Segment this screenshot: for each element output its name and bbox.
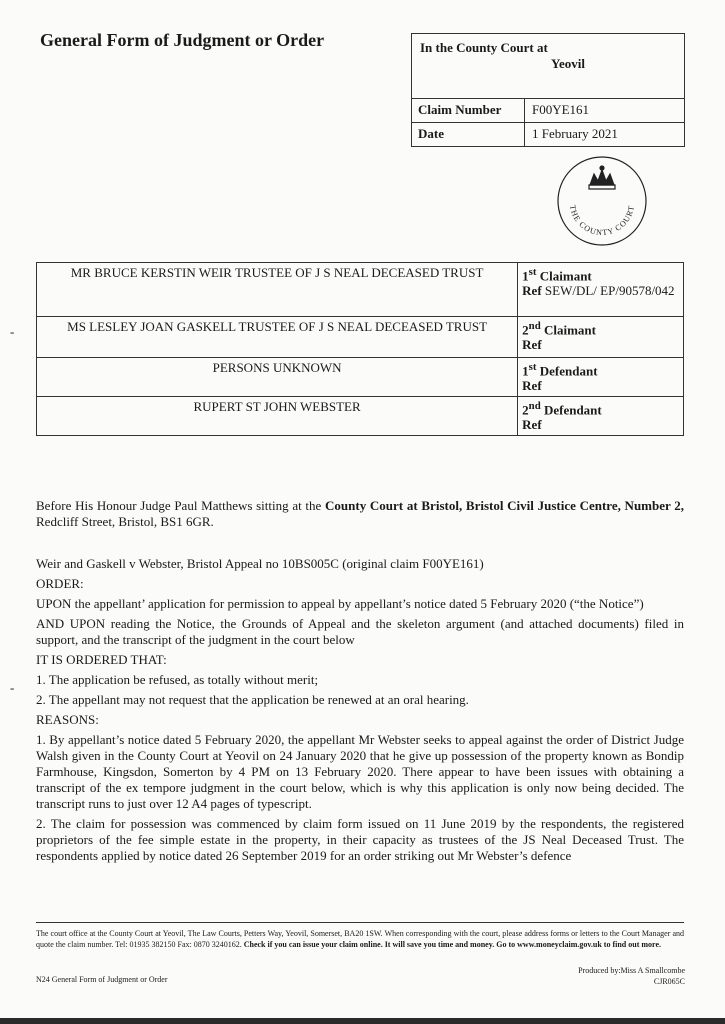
footer-notice: The court office at the County Court at Yeovil, The Law Courts, Petters Way, Yeovil, Somerset, BA20 1SW. When corresponding with the court, please address forms or letters to the Court Manager and quote the claim number. Tel: 01935 382150 Fax: 0870 3240162. Check if you can issue your claim online. It will save you time and money. Go to www.moneyclaim.gov.uk to find out more. — [36, 929, 684, 949]
svg-text:THE COUNTY COURT — [568, 204, 636, 237]
party-role: 1st Claimant Ref SEW/DL/ EP/90578/042 — [518, 263, 684, 317]
claim-number-value: F00YE161 — [532, 102, 590, 117]
order-heading: ORDER: — [36, 576, 84, 591]
claim-number-label: Claim Number — [418, 102, 502, 117]
party-role: 2nd Defendant Ref — [518, 397, 684, 436]
margin-mark: - — [10, 680, 15, 695]
ordered-heading: IT IS ORDERED THAT: — [36, 652, 167, 667]
court-seal — [556, 155, 648, 247]
reason-paragraph: 2. The claim for possession was commenced by claim form issued on 11 June 2019 by the respondents, the registered proprietors of the fee simple estate in the property, in their capacity as trustees of the JS Neal Deceased Trust. The respondents applied by notice dated 26 September 2019 for an order striking out Mr Webster’s defence — [36, 816, 684, 863]
date-value: 1 February 2021 — [532, 126, 618, 141]
party-name: PERSONS UNKNOWN — [37, 358, 518, 397]
margin-mark: - — [10, 324, 15, 339]
court-heading: In the County Court at — [420, 40, 548, 55]
party-row — [37, 358, 684, 397]
party-ref: SEW/DL/ EP/90578/042 — [544, 283, 675, 299]
party-name: MR BRUCE KERSTIN WEIR TRUSTEE OF J S NEAL DECEASED TRUST — [37, 263, 518, 317]
party-role: 1st Defendant Ref — [518, 358, 684, 397]
party-name: RUPERT ST JOHN WEBSTER — [37, 397, 518, 436]
reasons-heading: REASONS: — [36, 712, 99, 727]
form-code: N24 General Form of Judgment or Order — [36, 975, 168, 984]
form-title: General Form of Judgment or Order — [40, 30, 325, 50]
scan-edge — [0, 1018, 725, 1024]
footer-divider — [36, 922, 684, 923]
upon-paragraph: AND UPON reading the Notice, the Grounds of Appeal and the skeleton argument (and attached documents) filed in support, and the transcript of the judgment in the court below — [36, 616, 684, 647]
reason-paragraph: 1. By appellant’s notice dated 5 February 2020, the appellant Mr Webster seeks to appeal against the order of District Judge Walsh given in the County Court at Yeovil on 24 January 2020 that he give up possession of the property known as Bondip Farmhouse, Kingsdon, Somerton by 4 PM on 13 February 2020. There appear to have been issues with obtaining a transcript of the ex tempore judgment in the court below, which is why this application is only now being decided. The transcript runs to just over 12 A4 pages of typescript. — [36, 732, 684, 811]
party-row — [37, 397, 684, 436]
court-name: Yeovil — [551, 56, 585, 71]
party-row — [37, 317, 684, 358]
order-body — [36, 498, 684, 864]
party-role: 2nd Claimant Ref — [518, 317, 684, 358]
before-paragraph: Before His Honour Judge Paul Matthews sitting at the County Court at Bristol, Bristol Civil Justice Centre, Number 2, Redcliff Street, Bristol, BS1 6GR. — [36, 498, 684, 529]
order-item: 1. The application be refused, as totally without merit; — [36, 672, 319, 687]
parties-table — [36, 262, 684, 436]
upon-paragraph: UPON the appellant’ application for permission to appeal by appellant’s notice dated 5 February 2020 (“the Notice”) — [36, 596, 644, 611]
seal-text: THE COUNTY COURT — [567, 204, 637, 238]
party-row — [37, 263, 684, 317]
court-info-box — [411, 33, 685, 147]
order-item: 2. The appellant may not request that the application be renewed at an oral hearing. — [36, 692, 469, 707]
case-line: Weir and Gaskell v Webster, Bristol Appeal no 10BS005C (original claim F00YE161) — [36, 556, 484, 571]
date-label: Date — [418, 126, 444, 141]
party-name: MS LESLEY JOAN GASKELL TRUSTEE OF J S NEAL DECEASED TRUST — [37, 317, 518, 358]
crown-icon — [589, 166, 615, 189]
produced-by: Produced by:Miss A Smallcombe CJR065C — [578, 966, 685, 986]
